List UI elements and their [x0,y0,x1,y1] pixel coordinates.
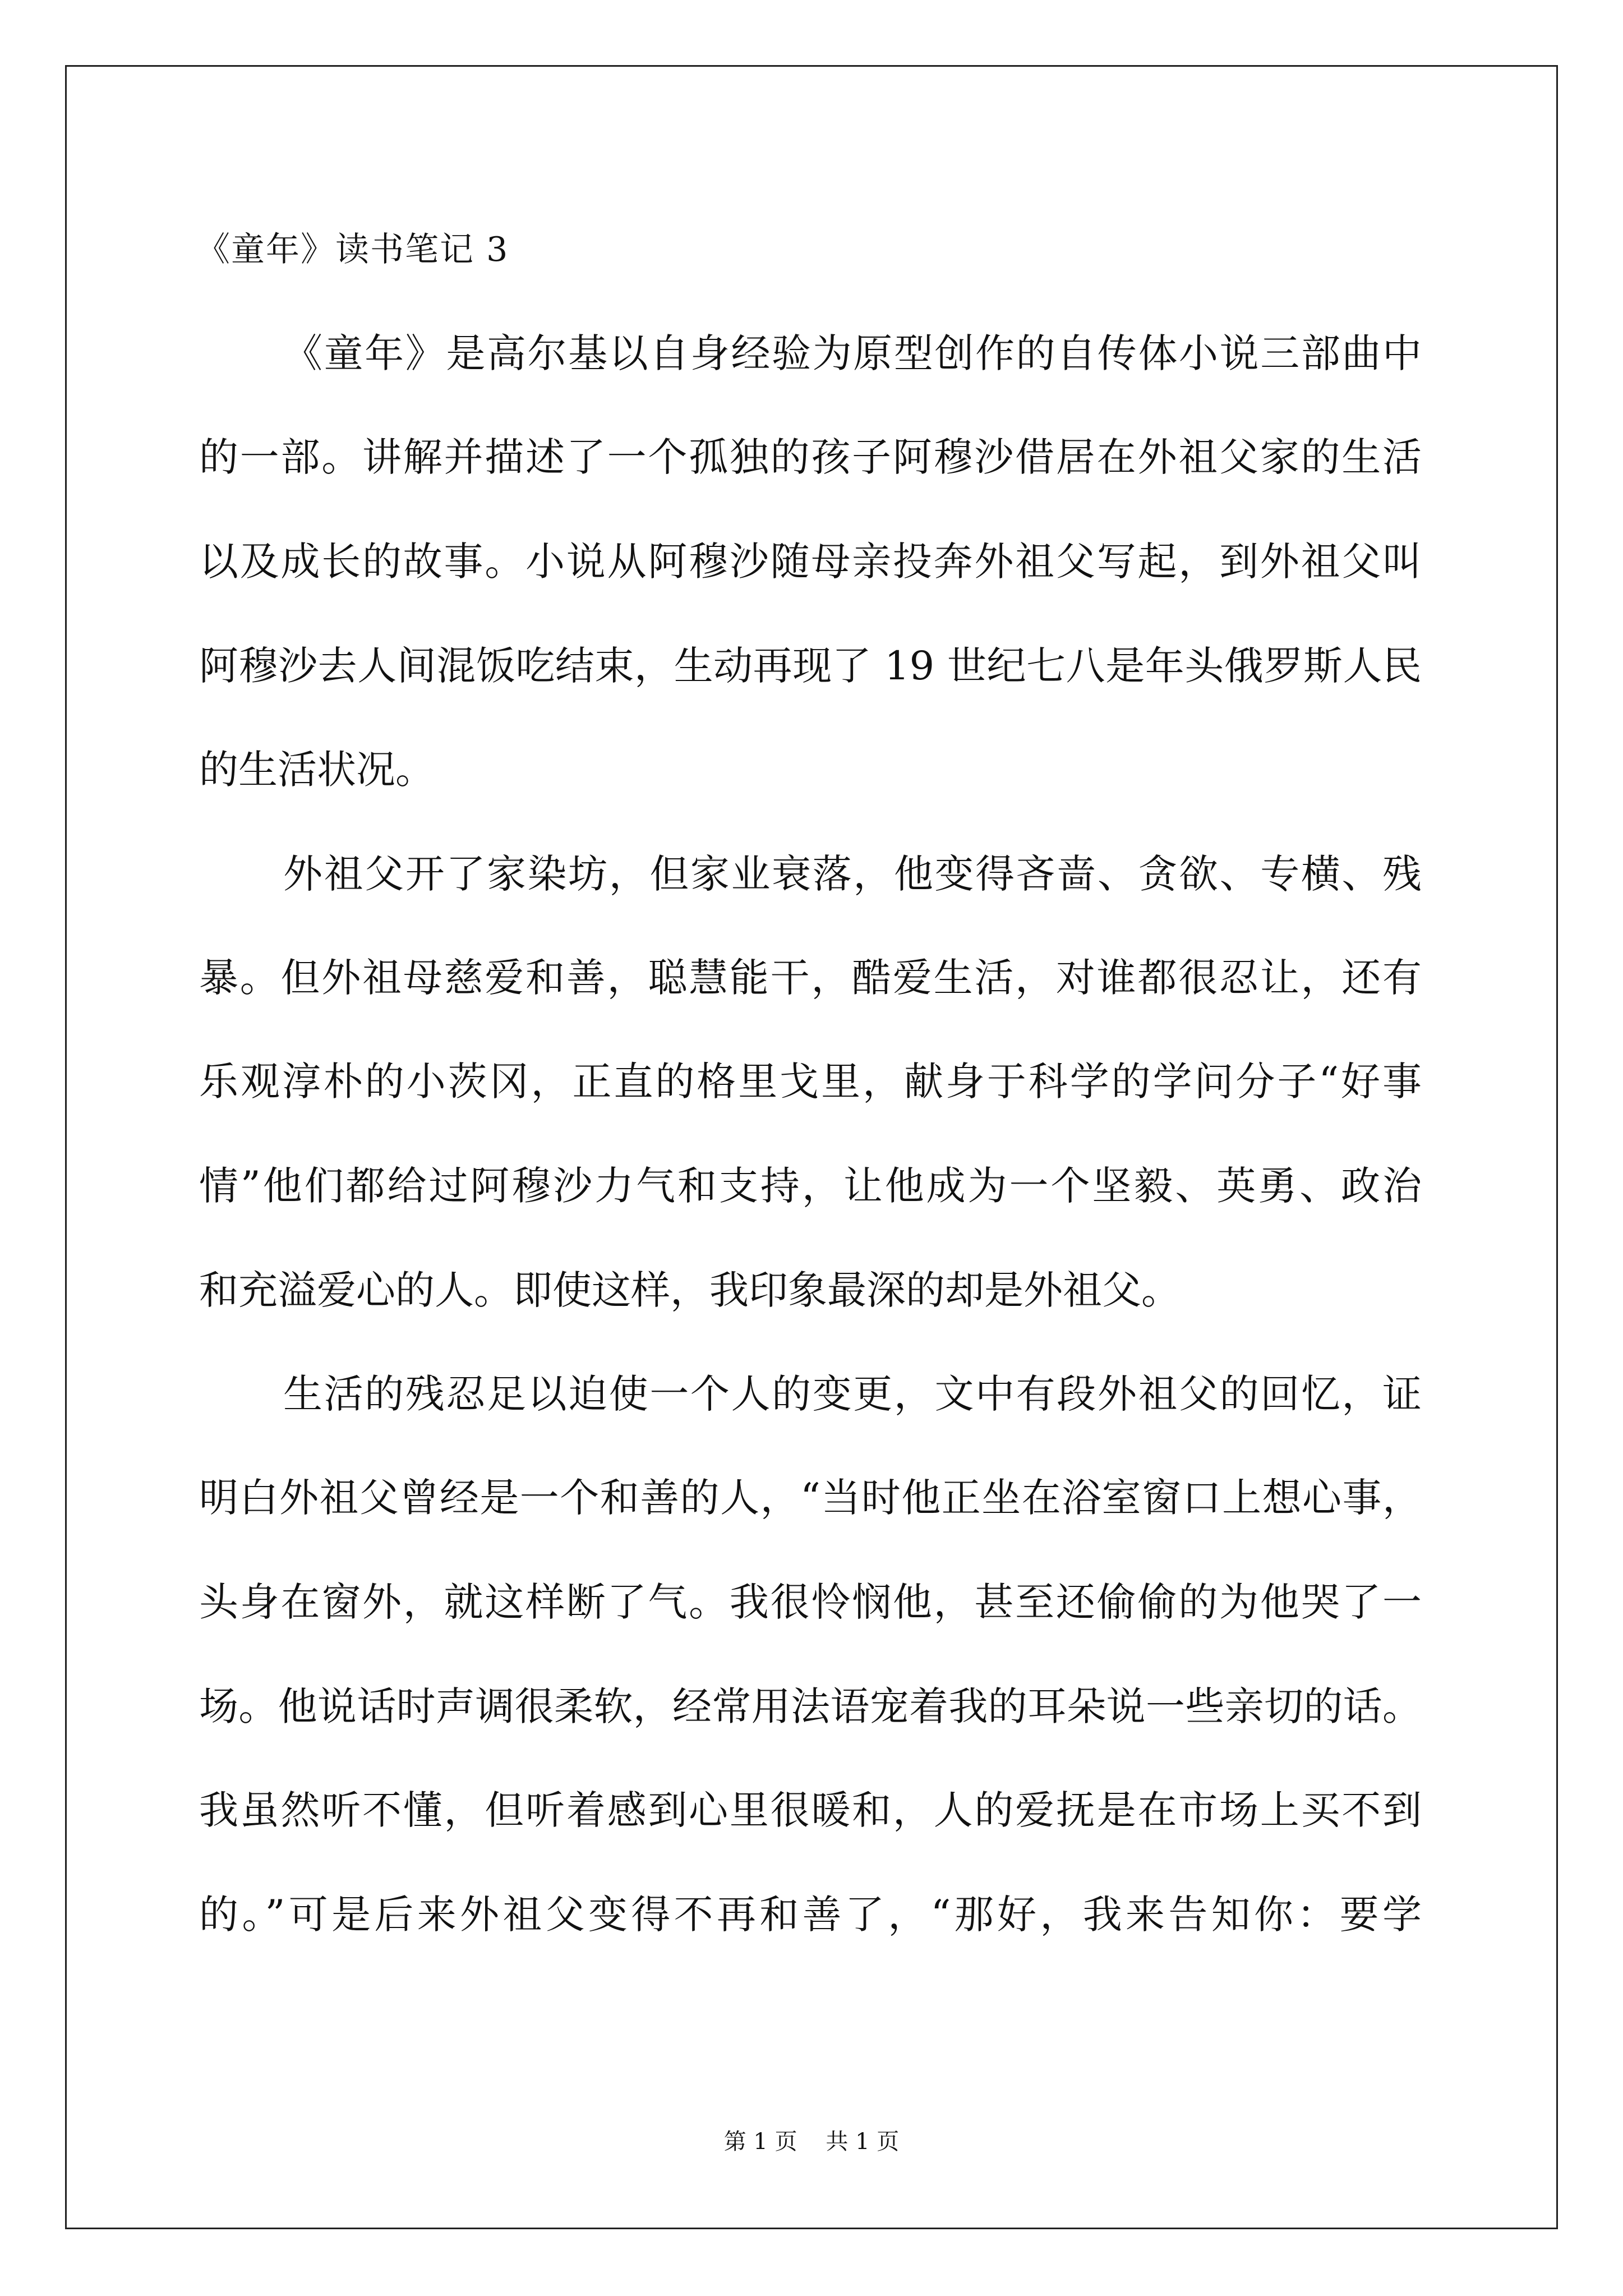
body-line: 和充溢爱心的人。即使这样，我印象最深的却是外祖父。 [199,1267,1181,1313]
body-line: 以及成长的故事。小说从阿穆沙随母亲投奔外祖父写起，到外祖父叫 [199,539,1422,585]
body-line: 《童年》是高尔基以自身经验为原型创作的自传体小说三部曲中 [283,330,1422,376]
body-line: 的。”可是后来外祖父变得不再和善了，“那好，我来告知你：要学 [199,1892,1422,1938]
body-line: 的一部。讲解并描述了一个孤独的孩子阿穆沙借居在外祖父家的生活 [199,434,1422,480]
body-line: 的生活状况。 [199,747,435,793]
body-line: 场。他说话时声调很柔软，经常用法语宠着我的耳朵说一些亲切的话。 [199,1683,1422,1729]
body-line: 头身在窗外，就这样断了气。我很怜悯他，甚至还偷偷的为他哭了一 [199,1579,1422,1625]
body-line: 情”他们都给过阿穆沙力气和支持，让他成为一个坚毅、英勇、政治 [199,1163,1422,1209]
document-title: 《童年》读书笔记 3 [196,230,509,269]
body-line: 生活的残忍足以迫使一个人的变更，文中有段外祖父的回忆，证 [283,1371,1422,1417]
body-line: 明白外祖父曾经是一个和善的人，“当时他正坐在浴室窗口上想心事， [199,1475,1422,1521]
body-line: 我虽然听不懂，但听着感到心里很暖和，人的爱抚是在市场上买不到 [199,1787,1422,1833]
body-line: 外祖父开了家染坊，但家业衰落，他变得吝啬、贪欲、专横、残 [283,851,1422,897]
body-line: 乐观淳朴的小茨冈，正直的格里戈里，献身于科学的学问分子“好事 [199,1059,1422,1105]
body-line: 暴。但外祖母慈爱和善，聪慧能干，酷爱生活，对谁都很忍让，还有 [199,955,1422,1001]
body-line: 阿穆沙去人间混饭吃结束，生动再现了 19 世纪七八是年头俄罗斯人民 [199,643,1422,689]
page-number-footer: 第 1 页 共 1 页 [723,2129,900,2155]
